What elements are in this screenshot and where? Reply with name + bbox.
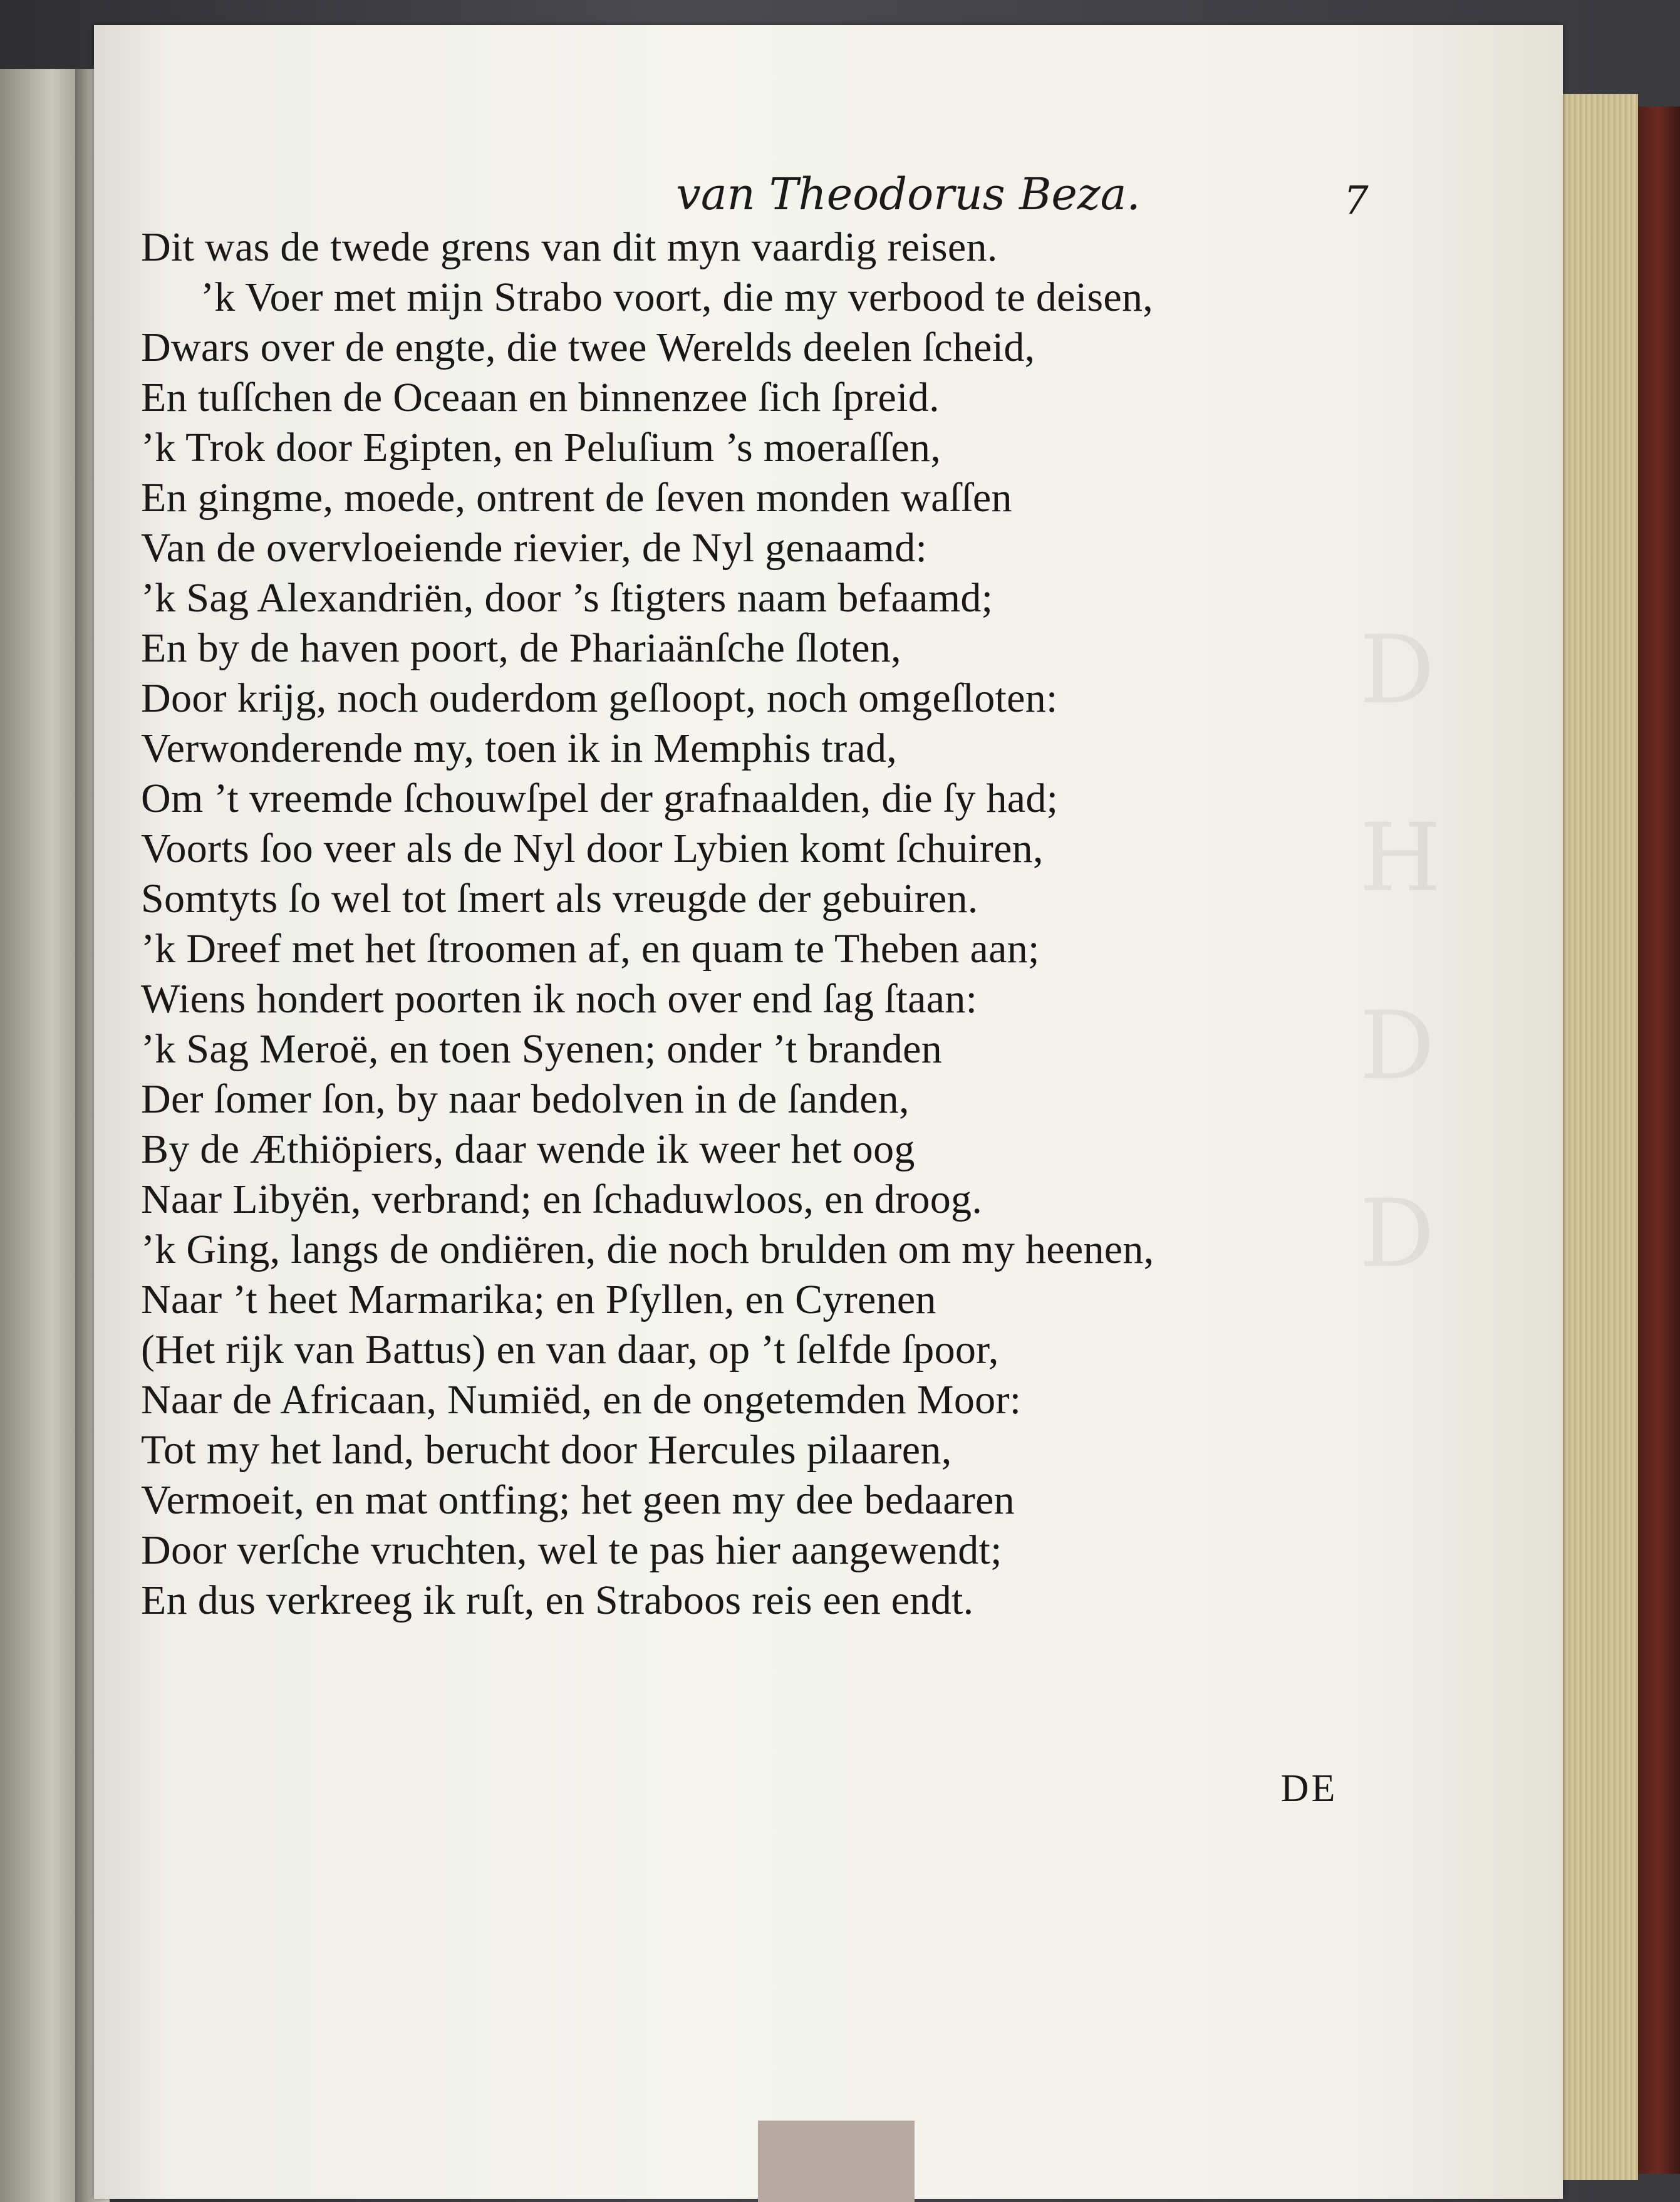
- verse-line: Dit was de twede grens van dit myn vaardig reisen.: [141, 224, 998, 270]
- verse-line: By de Æthiöpiers, daar wende ik weer het oog: [141, 1126, 915, 1172]
- verse-line: En dus verkreeg ik ruſt, en Straboos reis een endt.: [141, 1577, 974, 1623]
- verse-line: Somtyts ſo wel tot ſmert als vreugde der gebuiren.: [141, 876, 978, 922]
- verse-line: Dwars over de engte, die twee Werelds deelen ſcheid,: [141, 325, 1035, 370]
- verse-line: ’k Ging, langs de ondiëren, die noch brulden om my heenen,: [141, 1227, 1154, 1272]
- verse-line: Naar Libyën, verbrand; en ſchaduwloos, en droog.: [141, 1176, 983, 1222]
- verse-line: Door krijg, noch ouderdom geſloopt, noch omgeſloten:: [141, 675, 1058, 721]
- verse-line: Tot my het land, berucht door Hercules pilaaren,: [141, 1427, 952, 1473]
- verse-line: ’k Sag Alexandriën, door ’s ſtigters naam befaamd;: [141, 575, 993, 621]
- bookmark-tab: [758, 2121, 915, 2202]
- verse-line: Vermoeit, en mat ontfing; het geen my dee bedaaren: [141, 1477, 1015, 1523]
- verse-line: (Het rijk van Battus) en van daar, op ’t ſelfde ſpoor,: [141, 1327, 999, 1373]
- verse-line: Om ’t vreemde ſchouwſpel der grafnaalden, die ſy had;: [141, 776, 1059, 821]
- running-title: van Theodorus Beza.: [676, 169, 1141, 220]
- verse-line: Verwonderende my, toen ik in Memphis trad,: [141, 725, 898, 771]
- verse-line: Door verſche vruchten, wel te pas hier aangewendt;: [141, 1527, 1002, 1573]
- catchword: DE: [1280, 1767, 1338, 1810]
- verse-block: [141, 222, 1394, 1626]
- page-fore-edge: [1560, 94, 1638, 2180]
- verse-line: ’k Voer met mijn Strabo voort, die my verbood te deisen,: [200, 274, 1154, 320]
- show-through-texture: D H D D: [1359, 616, 1441, 1289]
- verse-line: En by de haven poort, de Phariaänſche ſloten,: [141, 625, 901, 671]
- verse-line: Naar de Africaan, Numiëd, en de ongetemden Moor:: [141, 1377, 1022, 1423]
- verse-line: Naar ’t heet Marmarika; en Pſyllen, en Cyrenen: [141, 1277, 936, 1322]
- verse-line: ’k Trok door Egipten, en Peluſium ’s moeraſſen,: [141, 425, 941, 470]
- verse-line: ’k Dreef met het ſtroomen af, en quam te Theben aan;: [141, 926, 1040, 972]
- verse-line: En tuſſchen de Oceaan en binnenzee ſich ſpreid.: [141, 375, 940, 420]
- book-binding: [1636, 106, 1680, 2174]
- verse-line: Der ſomer ſon, by naar bedolven in de ſanden,: [141, 1076, 910, 1122]
- verse-line: En gingme, moede, ontrent de ſeven monden waſſen: [141, 475, 1012, 521]
- verse-line: Wiens hondert poorten ik noch over end ſag ſtaan:: [141, 976, 978, 1022]
- page-number: 7: [1344, 177, 1369, 223]
- verse-line: ’k Sag Meroë, en toen Syenen; onder ’t branden: [141, 1026, 943, 1072]
- verse-line: Van de overvloeiende rievier, de Nyl genaamd:: [141, 525, 928, 571]
- verse-line: Voorts ſoo veer als de Nyl door Lybien komt ſchuiren,: [141, 826, 1044, 871]
